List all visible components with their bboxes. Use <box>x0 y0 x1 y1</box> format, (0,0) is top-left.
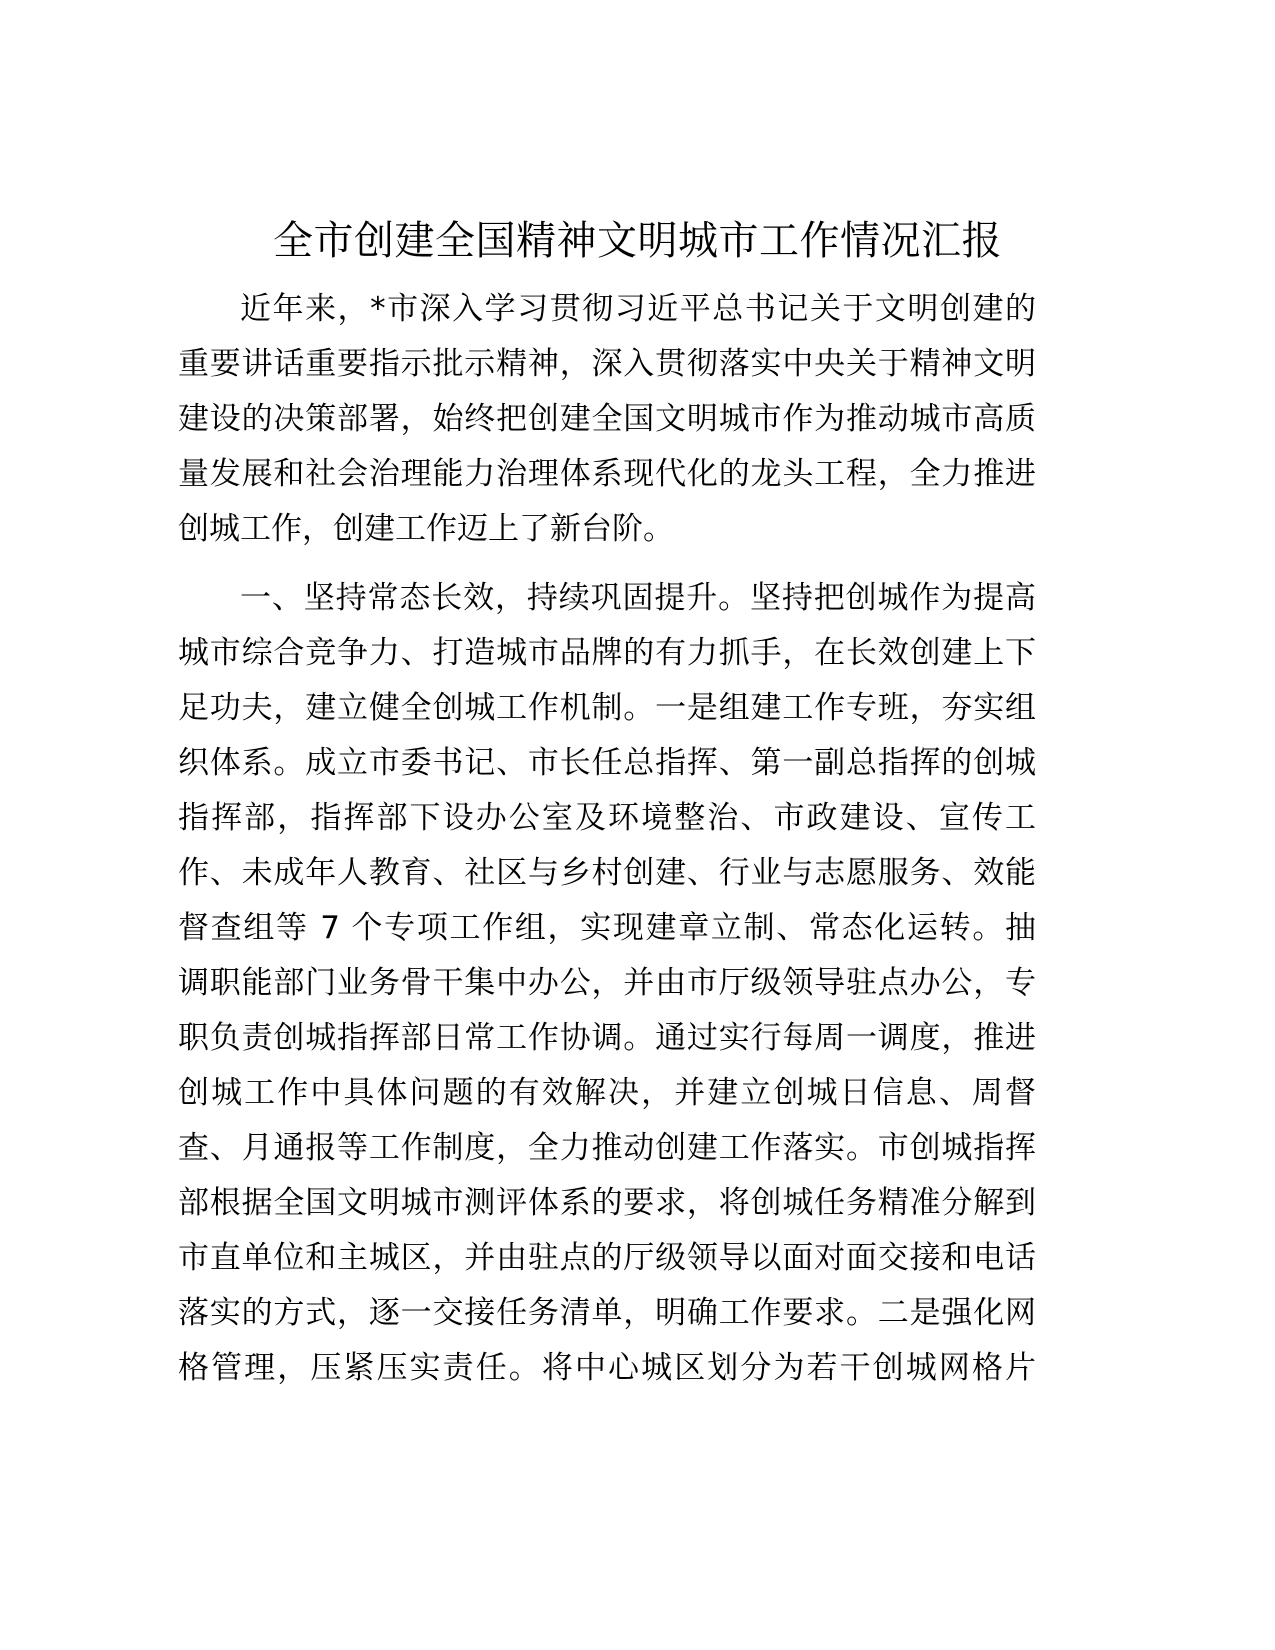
text-line: 指挥部，指挥部下设办公室及环境整治、市政建设、宣传工 <box>178 800 1036 836</box>
text-line: 职负责创城指挥部日常工作协调。通过实行每周一调度，推进 <box>178 1020 1036 1056</box>
text-line: 部根据全国文明城市测评体系的要求，将创城任务精准分解到 <box>178 1185 1036 1221</box>
text-line: 近年来，*市深入学习贯彻习近平总书记关于文明创建的 <box>240 291 1036 327</box>
text-line: 量发展和社会治理能力治理体系现代化的龙头工程，全力推进 <box>178 456 1036 492</box>
text-line: 城市综合竞争力、打造城市品牌的有力抓手，在长效创建上下 <box>178 635 1036 671</box>
text-line: 落实的方式，逐一交接任务清单，明确工作要求。二是强化网 <box>178 1295 1036 1331</box>
text-line: 作、未成年人教育、社区与乡村创建、行业与志愿服务、效能 <box>178 855 1036 891</box>
text-line: 市直单位和主城区，并由驻点的厅级领导以面对面交接和电话 <box>178 1240 1036 1276</box>
text-line: 织体系。成立市委书记、市长任总指挥、第一副总指挥的创城 <box>178 745 1036 781</box>
text-line: 查、月通报等工作制度，全力推动创建工作落实。市创城指挥 <box>178 1130 1036 1166</box>
text-line: 创城工作，创建工作迈上了新台阶。 <box>178 511 674 547</box>
paragraph-intro <box>178 282 1036 557</box>
text-line: 重要讲话重要指示批示精神，深入贯彻落实中央关于精神文明 <box>178 346 1036 382</box>
text-line: 创城工作中具体问题的有效解决，并建立创城日信息、周督 <box>178 1075 1036 1111</box>
document-title: 全市创建全国精神文明城市工作情况汇报 <box>273 218 1002 264</box>
text-line: 调职能部门业务骨干集中办公，并由市厅级领导驻点办公，专 <box>178 965 1036 1001</box>
text-line: 督查组等 7 个专项工作组，实现建章立制、常态化运转。抽 <box>178 910 1036 946</box>
text-line: 一、坚持常态长效，持续巩固提升。坚持把创城作为提高 <box>240 580 1036 616</box>
text-line: 建设的决策部署，始终把创建全国文明城市作为推动城市高质 <box>178 401 1036 437</box>
paragraph-section-one <box>178 571 1036 1396</box>
text-line: 格管理，压紧压实责任。将中心城区划分为若干创城网格片 <box>178 1350 1036 1386</box>
text-line: 足功夫，建立健全创城工作机制。一是组建工作专班，夯实组 <box>178 690 1036 726</box>
